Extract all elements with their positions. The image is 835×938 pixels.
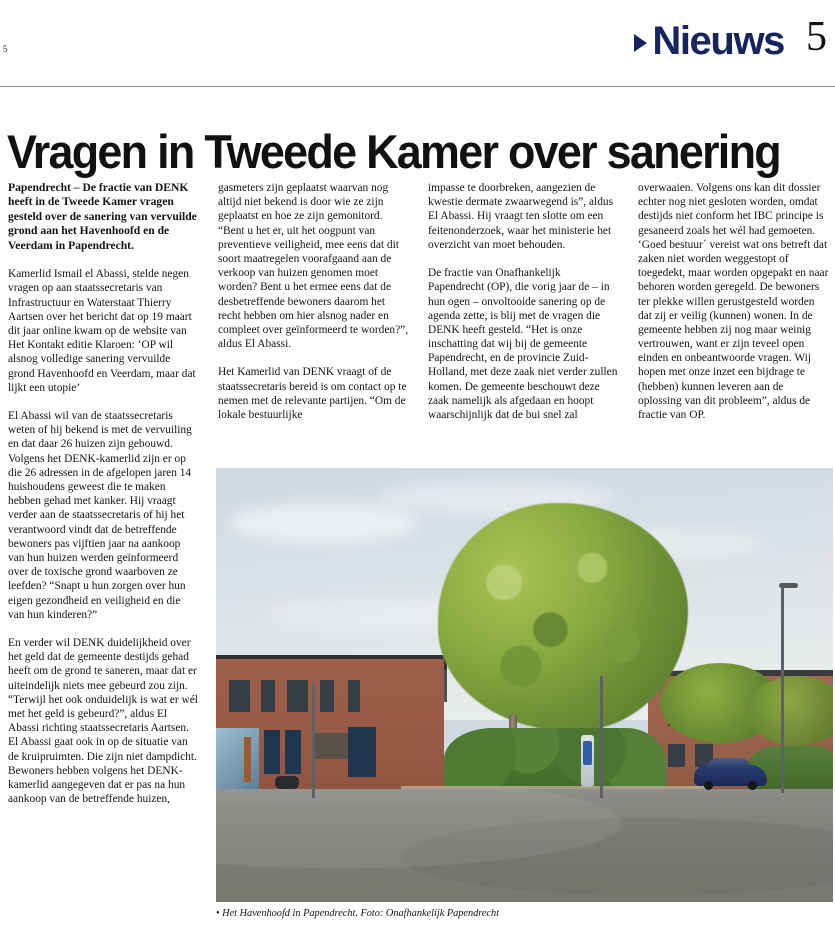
masthead-right-group xyxy=(634,16,827,61)
section-name: Nieuws xyxy=(652,19,784,63)
tree-crown xyxy=(438,503,688,731)
masthead-divider xyxy=(0,86,835,87)
street-lamp-post xyxy=(781,585,784,793)
scooter xyxy=(275,776,299,789)
article-column-2 xyxy=(218,181,409,463)
asphalt-parking-lot xyxy=(216,789,833,902)
sculpture xyxy=(244,737,251,782)
body-paragraph: Het Kamerlid van DENK vraagt of de staatssecretaris bereid is om contact op te nemen met de relevante partijen. “Om de lokale bestuurlijke xyxy=(218,366,407,421)
folio-left: 5 xyxy=(2,44,7,54)
article-photo xyxy=(216,468,833,902)
lead-paragraph: Papendrecht – De fractie van DENK heeft in de Tweede Kamer vragen gesteld over de sanering van vervuilde grond aan het Havenhoofd en de Veerdam in Papendrecht. xyxy=(8,181,197,252)
body-paragraph: El Abassi wil van de staatssecretaris weten of hij bekend is met de vervuiling en dat daar 26 huizen zijn gebouwd. Volgens het DENK-kamerlid zijn er op die 26 adressen in de afgelopen jaren 14 huishoudens geweest die te maken hebben gehad met kanker. Hij vraagt verder aan de staatssecretaris of hij het verantwoord vindt dat de betreffende bewoners pas vijftien jaar na aankoop van hun huizen werden geïnformeerd over de toxische grond waarboven ze leefden? “Snapt u hun zorgen over hun eigen gezondheid en veiligheid en die van hun kinderen?” xyxy=(8,410,192,621)
article-column-1 xyxy=(8,181,199,933)
window xyxy=(320,680,334,712)
cloud xyxy=(228,503,418,543)
photo-caption: • Het Havenhoofd in Papendrecht. Foto: Onafhankelijk Papendrecht xyxy=(216,908,500,919)
body-paragraph: Kamerlid Ismail el Abassi, stelde negen vragen op aan staatssecretaris van Infrastructuur en Waterstaat Thierry Aartsen over het bericht dat op 19 maart dit jaar online kwam op de website van Het Kontakt editie Klaroen: ‘OP wil alsnog volledige sanering vervuilde grond Havenhoofd en Veerdam, maar dat lijkt een utopie’ xyxy=(8,268,196,394)
article-column-3 xyxy=(428,181,619,463)
entrance-door xyxy=(285,730,301,774)
window xyxy=(348,680,360,712)
masthead xyxy=(0,0,835,88)
triangle-right-icon xyxy=(634,34,647,52)
body-paragraph: “Bent u het er, uit het oogpunt van preventieve veiligheid, mee eens dat dit soort maatregelen voorafgaand aan de verkoop van huizen genomen moet worden? Bent u het ermee eens dat de desbetreffende bewoners daarom het recht hebben om hier alsnog nader en compleet over geïnformeerd te worden?”, aldus El Abassi. xyxy=(218,224,409,351)
parked-car xyxy=(694,765,767,786)
street-lamp-post xyxy=(600,676,603,798)
photo-scene xyxy=(216,468,833,902)
body-paragraph: De fractie van Onafhankelijk Papendrecht (OP), die vorig jaar de – in hun ogen – onvoltooide sanering op de agenda zette, is blij met de vragen die DENK heeft gesteld. “Het is onze inschatting dat wij bij de gemeente Papendrecht, en de provincie Zuid-Holland, met deze zaak niet verder zullen komen. De gemeente beschouwt deze zaak namelijk als afgedaan en hoopt waarschijnlijk dat de bui snel zal xyxy=(428,267,618,421)
section-label xyxy=(634,21,784,61)
window xyxy=(261,680,275,712)
ev-charging-station xyxy=(581,735,594,787)
body-paragraph: gasmeters zijn geplaatst waarvan nog altijd niet bekend is door wie ze zijn geplaatst en hoe ze zijn gemonitord. xyxy=(218,182,389,223)
body-paragraph: En verder wil DENK duidelijkheid over het geld dat de gemeente destijds gehad heeft om de grond te saneren, maar dat er uiteindelijk niets mee gebeurd zou zijn. “Terwijl het ook onduidelijk is wat er wél met het geld is gebeurd?”, aldus El Abassi richting staatssecretaris Aartsen. El Abassi gaat ook in op de situatie van de kruipruimten. Die zijn niet dampdicht. Bewoners hebben volgens het DENK-kamerlid aangegeven dat er pas na hun aankoop van de betreffende huizen, xyxy=(8,637,198,806)
body-paragraph: overwaaien. Volgens ons kan dit dossier echter nog niet gesloten worden, omdat destijds niet conform het IBC principe is gesaneerd zoals het wél had gemoeten. ‘Goed bestuur´ vereist wat ons betreft dat zaken niet worden weggestopt of toegedekt, maar worden opgepakt en naar behoren worden geregeld. De bewoners ter plekke willen gerustgesteld worden dat zij er veilig (kunnen) wonen. In de gemeente hebben zij nog maar weinig vertrouwen, want er zijn teveel open einden en onbeantwoorde vragen. Wij hopen met onze inzet een bijdrage te (hebben) kunnen leveren aan de oplossing van dit probleem”, aldus de fractie van OP. xyxy=(638,182,829,421)
street-lamp-head xyxy=(779,583,798,588)
window xyxy=(229,680,250,712)
entrance-door xyxy=(264,730,280,774)
garage-door xyxy=(348,727,376,777)
article-column-4 xyxy=(638,181,829,463)
window xyxy=(287,680,308,712)
page-title: Vragen in Tweede Kamer over sanering xyxy=(7,125,780,179)
page-number: 5 xyxy=(806,14,827,60)
glass-facade xyxy=(216,728,259,789)
body-paragraph: impasse te doorbreken, aangezien de kwestie dermate zwaarwegend is”, aldus El Abassi. Hij vraagt ten slotte om een feitenonderzoek, waar het ministerie het overzicht van moet behouden. xyxy=(428,182,614,251)
window xyxy=(668,744,686,767)
signboard xyxy=(315,733,348,760)
street-lamp-post xyxy=(312,685,315,798)
